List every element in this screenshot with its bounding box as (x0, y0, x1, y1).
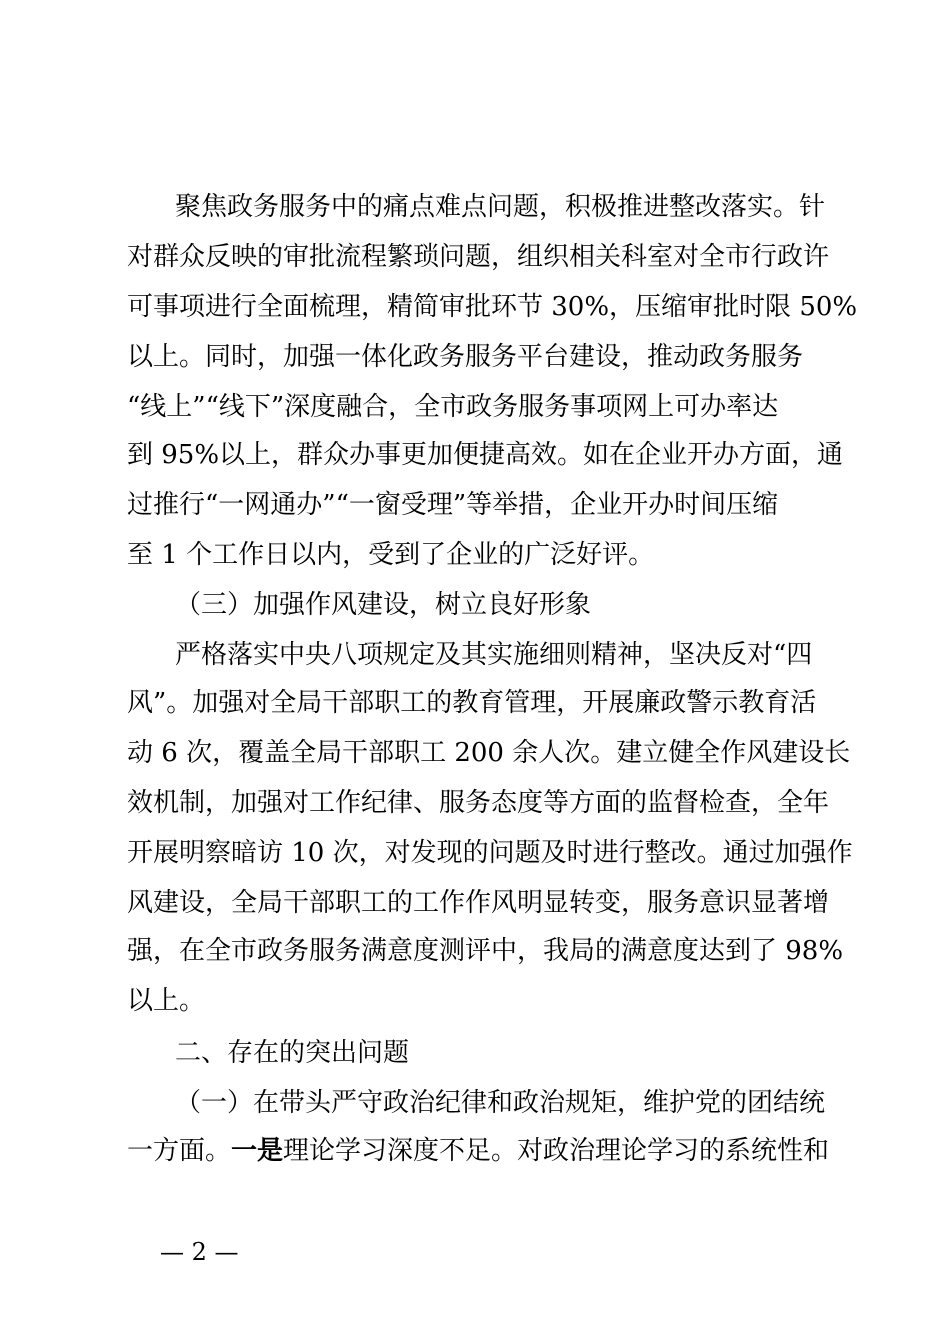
section-heading: （三）加强作风建设，树立良好形象 (175, 590, 592, 620)
paragraph-line: 以上。同时，加强一体化政务服务平台建设，推动政务服务 (127, 342, 804, 372)
section-heading: 二、存在的突出问题 (175, 1038, 410, 1068)
paragraph-line: 效机制，加强对工作纪律、服务态度等方面的监督检查，全年 (127, 788, 830, 818)
paragraph-line: 聚焦政务服务中的痛点难点问题，积极推进整改落实。针 (175, 192, 826, 222)
paragraph-line: 可事项进行全面梳理，精简审批环节 30%，压缩审批时限 50% (127, 292, 858, 322)
paragraph-line: 开展明察暗访 10 次，对发现的问题及时进行整改。通过加强作 (127, 838, 853, 868)
bold-text-run: 一是 (231, 1136, 284, 1166)
paragraph-line: “线上”“线下”深度融合，全市政务服务事项网上可办率达 (127, 392, 779, 422)
text-run: 理论学习深度不足。对政治理论学习的系统性和 (283, 1136, 830, 1166)
paragraph-line: 对群众反映的审批流程繁琐问题，组织相关科室对全市行政许 (127, 242, 830, 272)
paragraph-line: 强，在全市政务服务满意度测评中，我局的满意度达到了 98% (127, 936, 844, 966)
paragraph-line: （一）在带头严守政治纪律和政治规矩，维护党的团结统 (175, 1088, 826, 1118)
paragraph-line: 以上。 (127, 986, 206, 1016)
paragraph-line: 风建设，全局干部职工的工作作风明显转变，服务意识显著增 (127, 888, 830, 918)
paragraph-line: 至 1 个工作日以内，受到了企业的广泛好评。 (127, 540, 655, 570)
page-number: — 2 — (160, 1238, 239, 1266)
paragraph-line (127, 1133, 829, 1169)
paragraph-line: 动 6 次，覆盖全局干部职工 200 余人次。建立健全作风建设长 (127, 738, 851, 768)
paragraph-line: 过推行“一网通办”“一窗受理”等举措，企业开办时间压缩 (127, 490, 779, 520)
paragraph-line: 严格落实中央八项规定及其实施细则精神，坚决反对“四 (175, 640, 813, 670)
paragraph-line: 到 95%以上，群众办事更加便捷高效。如在企业开办方面，通 (127, 440, 844, 470)
paragraph-line: 风”。加强对全局干部职工的教育管理，开展廉政警示教育活 (127, 688, 817, 718)
text-run: 一方面。 (127, 1136, 232, 1166)
